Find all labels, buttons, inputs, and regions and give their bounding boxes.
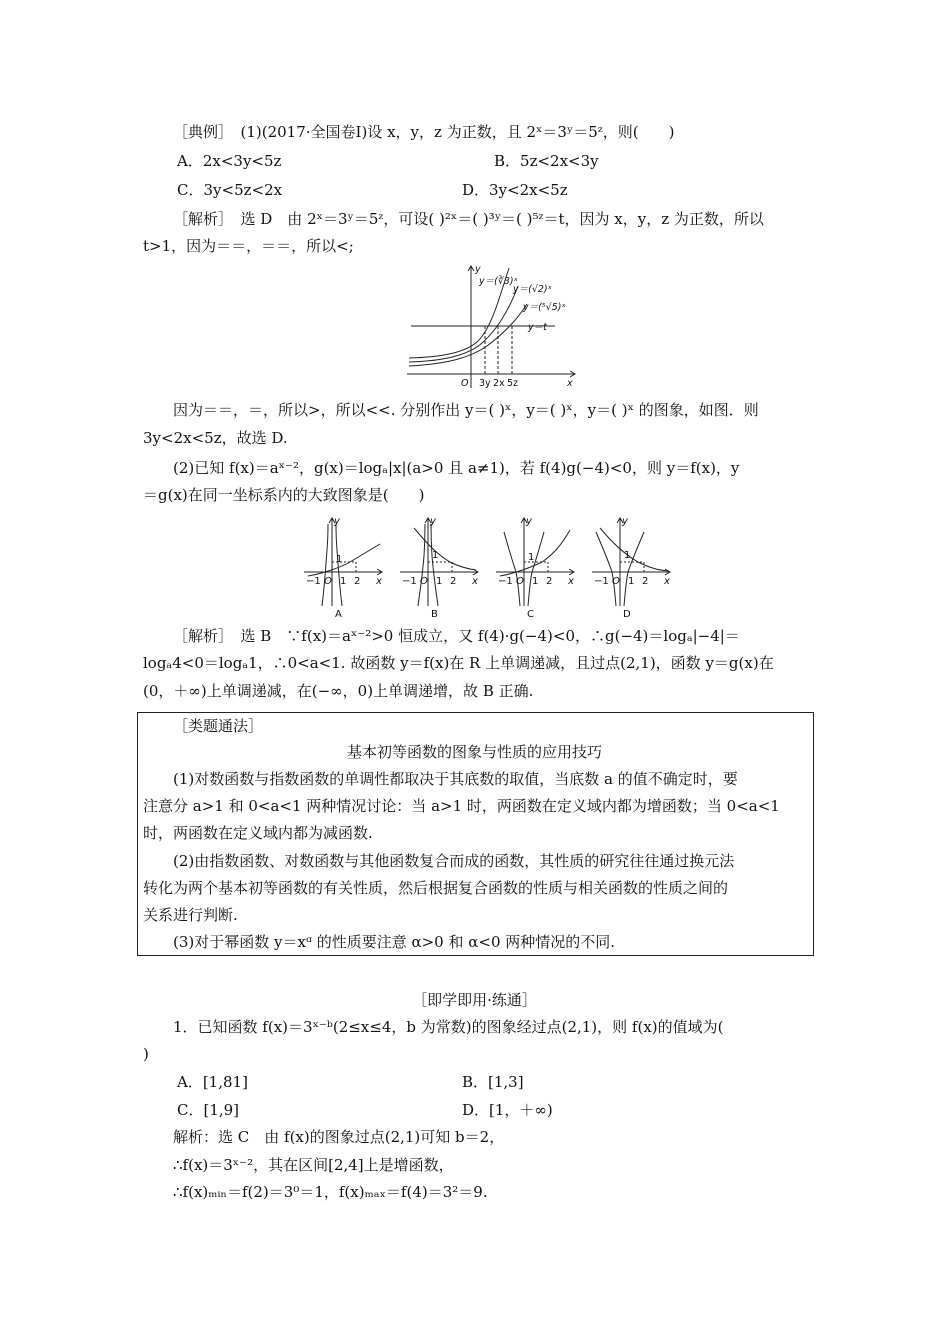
panel-b-origin: O [420, 576, 428, 587]
panel-c-axis-y: y [526, 516, 532, 527]
panel-b-tick-2: 2 [450, 576, 457, 587]
panel-a-letter: A [335, 609, 342, 620]
method-p3: (3)对于幂函数 y＝xᵅ 的性质要注意 α>0 和 α<0 两种情况的不同. [173, 933, 616, 951]
panel-a-tick-1-x: 1 [340, 576, 347, 587]
axis-label-y: y [475, 264, 481, 275]
curve-label-cbrt3: y＝(∛3)ˣ [479, 276, 518, 287]
panel-c-letter: C [527, 609, 534, 620]
panel-a-tick-1-y: 1 [336, 554, 343, 565]
panel-b-letter: B [431, 609, 438, 620]
solution-1-line-3: 因为＝＝，＝，所以>，所以<<. 分别作出 y＝( )ˣ，y＝( )ˣ，y＝( )ˣ 的图象，如图．则 [173, 401, 759, 419]
curve-label-5thrt5: y＝(⁵√5)ˣ [523, 302, 566, 313]
panel-c-tick-1-y: 1 [528, 552, 535, 563]
practice-heading: ［即学即用·练通］ [412, 991, 537, 1009]
practice-solution-line-1: 解析：选 C 由 f(x)的图象过点(2,1)可知 b＝2， [173, 1128, 505, 1146]
panel-a-axis-y: y [334, 516, 340, 527]
solution-1-line-2: t>1，因为＝＝，＝＝，所以<; [143, 237, 354, 255]
panel-c-tick-1-x: 1 [532, 576, 539, 587]
exponential-graph-figure [405, 262, 585, 390]
panel-d-origin: O [612, 576, 620, 587]
panel-a-graph [304, 518, 382, 606]
method-box-header: ［类题通法］ [173, 717, 264, 735]
panel-a-axis-x: x [376, 576, 382, 587]
panel-d-tick-neg1: −1 [594, 576, 609, 587]
curve-label-sqrt2: y＝(√2)ˣ [513, 284, 552, 295]
panel-c-axis-x: x [568, 576, 574, 587]
panel-b-tick-1-y: 1 [432, 550, 439, 561]
origin-label: O [461, 378, 469, 389]
solution-1-line-1: ［解析］ 选 D 由 2ˣ＝3ʸ＝5ᶻ，可设( )²ˣ＝( )³ʸ＝( )⁵ᶻ＝t，因为 x，y，z 为正数，所以 [173, 210, 764, 228]
method-p1-line-1: (1)对数函数与指数函数的单调性都取决于其底数的取值，当底数 a 的值不确定时，要 [173, 770, 738, 788]
tick-3y: 3y [479, 378, 491, 389]
panel-d-tick-1-x: 1 [628, 576, 635, 587]
panel-d-letter: D [623, 609, 631, 620]
panel-d-axis-y: y [622, 516, 628, 527]
four-choice-graphs [300, 510, 680, 620]
panel-c-origin: O [516, 576, 524, 587]
panel-d-axis-x: x [664, 576, 670, 587]
practice-option-a: A．[1,81] [177, 1073, 248, 1091]
panel-c-tick-2: 2 [546, 576, 553, 587]
practice-option-c: C．[1,9] [177, 1101, 240, 1119]
panel-d-tick-2: 2 [642, 576, 649, 587]
example-question-1: ［典例］ (1)(2017·全国卷Ⅰ)设 x，y，z 为正数，且 2ˣ＝3ʸ＝5ᶻ，则( ) [173, 123, 675, 141]
practice-question-1-line-1: 1．已知函数 f(x)＝3ˣ⁻ᵇ(2≤x≤4，b 为常数)的图象经过点(2,1)，则 f(x)的值域为( [173, 1018, 724, 1036]
solution-2-line-1: ［解析］ 选 B ∵f(x)＝aˣ⁻²>0 恒成立，又 f(4)·g(−4)<0，∴g(−4)＝logₐ|−4|＝ [173, 627, 740, 645]
method-p1-line-2: 注意分 a>1 和 0<a<1 两种情况讨论：当 a>1 时，两函数在定义域内都为增函数；当 0<a<1 [143, 797, 780, 815]
practice-question-1-line-2: ) [143, 1045, 149, 1063]
panel-c-tick-neg1: −1 [498, 576, 513, 587]
method-p2-line-1: (2)由指数函数、对数函数与其他函数复合而成的函数，其性质的研究往往通过换元法 [173, 852, 735, 870]
method-p1-line-3: 时，两函数在定义域内都为减函数. [143, 824, 373, 842]
method-box-title: 基本初等函数的图象与性质的应用技巧 [346, 743, 602, 761]
tick-5z: 5z [507, 378, 519, 389]
panel-a-tick-2: 2 [354, 576, 361, 587]
panel-b-axis-y: y [430, 516, 436, 527]
example-question-2-line-2: ＝g(x)在同一坐标系内的大致图象是( ) [143, 486, 425, 504]
panel-d-graph [592, 518, 670, 606]
practice-option-d: D．[1，＋∞) [462, 1101, 553, 1119]
axis-label-x: x [567, 378, 573, 389]
method-p2-line-2: 转化为两个基本初等函数的有关性质，然后根据复合函数的性质与相关函数的性质之间的 [143, 879, 729, 897]
panel-c-graph [496, 518, 574, 606]
method-p2-line-3: 关系进行判断. [143, 906, 238, 924]
panel-a-origin: O [324, 576, 332, 587]
panel-a-tick-neg1: −1 [306, 576, 321, 587]
example-question-2-line-1: (2)已知 f(x)＝aˣ⁻²，g(x)＝logₐ|x|(a>0 且 a≠1)，若 f(4)g(−4)<0，则 y＝f(x)，y [173, 459, 740, 477]
option-c: C．3y<5z<2x [177, 181, 283, 199]
option-d: D．3y<2x<5z [462, 181, 568, 199]
practice-solution-line-2: ∴f(x)＝3ˣ⁻²，其在区间[2,4]上是增函数， [173, 1156, 454, 1174]
solution-1-line-4: 3y<2x<5z，故选 D. [143, 429, 288, 447]
panel-b-tick-1-x: 1 [436, 576, 443, 587]
line-label-t: y＝t [528, 322, 547, 333]
option-a: A．2x<3y<5z [177, 152, 282, 170]
solution-2-line-3: (0，＋∞)上单调递减，在(−∞，0)上单调递增，故 B 正确. [143, 682, 534, 700]
solution-2-line-2: logₐ4<0＝logₐ1，∴0<a<1. 故函数 y＝f(x)在 R 上单调递减，且过点(2,1)，函数 y＝g(x)在 [143, 654, 774, 672]
panel-b-graph [400, 518, 478, 606]
panel-d-tick-1-y: 1 [624, 550, 631, 561]
curve-sqrt2 [409, 286, 518, 362]
practice-solution-line-3: ∴f(x)ₘᵢₙ＝f(2)＝3⁰＝1，f(x)ₘₐₓ＝f(4)＝3²＝9. [173, 1183, 488, 1201]
panel-b-tick-neg1: −1 [402, 576, 417, 587]
tick-2x: 2x [493, 378, 505, 389]
option-b: B．5z<2x<3y [494, 152, 599, 170]
practice-option-b: B．[1,3] [462, 1073, 524, 1091]
panel-b-axis-x: x [472, 576, 478, 587]
